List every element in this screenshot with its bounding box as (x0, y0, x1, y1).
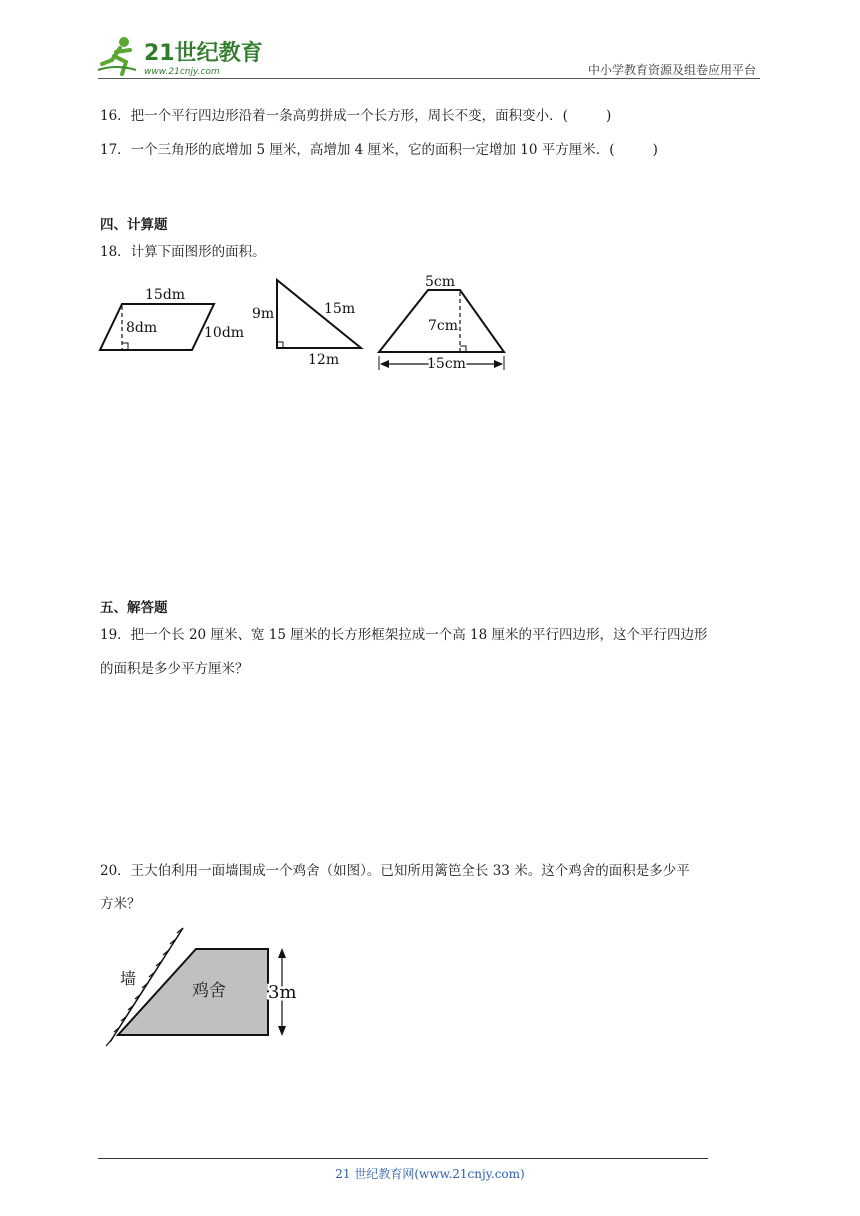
logo-text: 21世纪教育 (144, 41, 263, 66)
question-16 (100, 106, 611, 126)
runner-icon (98, 37, 136, 74)
triangle-hypotenuse-label: 15m (324, 301, 356, 317)
trapezoid-figure (379, 274, 504, 372)
chicken-coop-figure (98, 920, 308, 1055)
question-20-line-1: 20．王大伯利用一面墙围成一个鸡舍（如图）。已知所用篱笆全长 33 米。这个鸡舍的面积是多少平 (100, 863, 690, 879)
parallelogram-top-label: 15dm (145, 287, 186, 303)
area-figures (96, 270, 516, 380)
section-title-calculation: 四、计算题 (100, 217, 168, 233)
question-16-text: 16．把一个平行四边形沿着一条高剪拼成一个长方形，周长不变，面积变小．( (100, 108, 568, 124)
trapezoid-top-label: 5cm (425, 274, 456, 290)
question-19-line-2: 的面积是多少平方厘米？ (100, 661, 249, 677)
trapezoid-height-label: 7cm (428, 318, 459, 334)
wall-label: 墙 (120, 969, 137, 988)
logo-url: www.21cnjy.com (144, 67, 220, 77)
trapezoid-bottom-label: 15cm (427, 356, 466, 372)
question-17-close: ) (652, 142, 658, 158)
site-title: 中小学教育资源及组卷应用平台 (587, 63, 756, 77)
triangle-base-label: 12m (308, 352, 340, 368)
question-20-line-2: 方米？ (100, 896, 141, 912)
coop-label: 鸡舍 (192, 981, 226, 1001)
parallelogram-height-label: 8dm (126, 320, 158, 336)
coop-height-label: 3m (268, 982, 297, 1003)
footer-divider (98, 1158, 708, 1159)
triangle-height-label: 9m (252, 306, 275, 322)
question-18: 18．计算下面图形的面积。 (100, 244, 266, 260)
site-logo (96, 34, 266, 78)
question-17-text: 17．一个三角形的底增加 5 厘米，高增加 4 厘米，它的面积一定增加 10 平方厘米．( (100, 142, 615, 158)
parallelogram-side-label: 10dm (204, 325, 245, 341)
section-title-word-problems: 五、解答题 (100, 600, 168, 616)
parallelogram-figure (100, 287, 244, 350)
footer-link[interactable]: 21 世纪教育网(www.21cnjy.com) (335, 1167, 525, 1181)
header-divider (98, 78, 760, 79)
question-19-line-1: 19．把一个长 20 厘米、宽 15 厘米的长方形框架拉成一个高 18 厘米的平行四边形，这个平行四边形 (100, 627, 708, 643)
question-16-close: ) (605, 108, 612, 124)
triangle-figure (252, 280, 361, 368)
question-17 (100, 140, 658, 160)
